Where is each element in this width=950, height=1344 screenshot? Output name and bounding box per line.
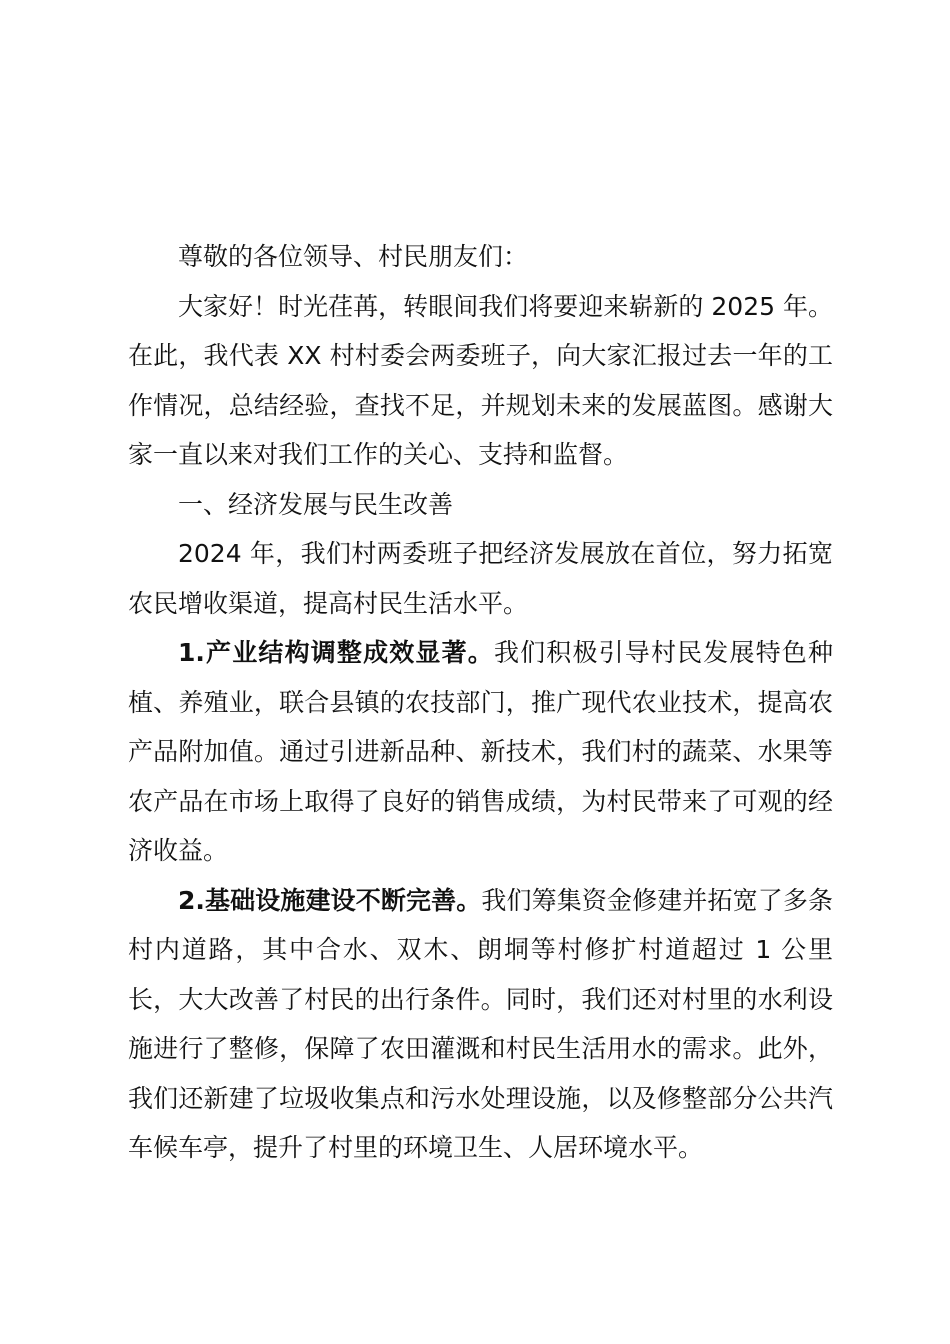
item-1-body: 我们积极引导村民发展特色种植、养殖业，联合县镇的农技部门，推广现代农业技术，提高农产品附加值。通过引进新品种、新技术，我们村的蔬菜、水果等农产品在市场上取得了良好的销售成绩，为村民带来了可观的经济收益。 (128, 638, 833, 865)
item-2-body: 我们筹集资金修建并拓宽了多条村内道路，其中合水、双木、朗垌等村修扩村道超过 1 公里长，大大改善了村民的出行条件。同时，我们还对村里的水利设施进行了整修，保障了农田灌溉和村民生活用水的需求。此外，我们还新建了垃圾收集点和污水处理设施，以及修整部分公共汽车候车亭，提升了村里的环境卫生、人居环境水平。 (128, 885, 833, 1162)
document-page (128, 232, 833, 1173)
item-2-paragraph (128, 876, 833, 1173)
item-2-lead: 2.基础设施建设不断完善。 (178, 885, 482, 915)
item-1-paragraph (128, 628, 833, 876)
intro-paragraph: 大家好！时光荏苒，转眼间我们将要迎来崭新的 2025 年。在此，我代表 XX 村村委会两委班子，向大家汇报过去一年的工作情况，总结经验，查找不足，并规划未来的发展蓝图。感谢大家一直以来对我们工作的关心、支持和监督。 (128, 291, 833, 469)
greeting-paragraph: 尊敬的各位领导、村民朋友们： (178, 242, 529, 271)
section-intro-paragraph: 2024 年，我们村两委班子把经济发展放在首位，努力拓宽农民增收渠道，提高村民生活水平。 (128, 539, 833, 618)
section-heading: 一、经济发展与民生改善 (178, 489, 454, 519)
item-1-lead: 1.产业结构调整成效显著。 (178, 638, 494, 667)
